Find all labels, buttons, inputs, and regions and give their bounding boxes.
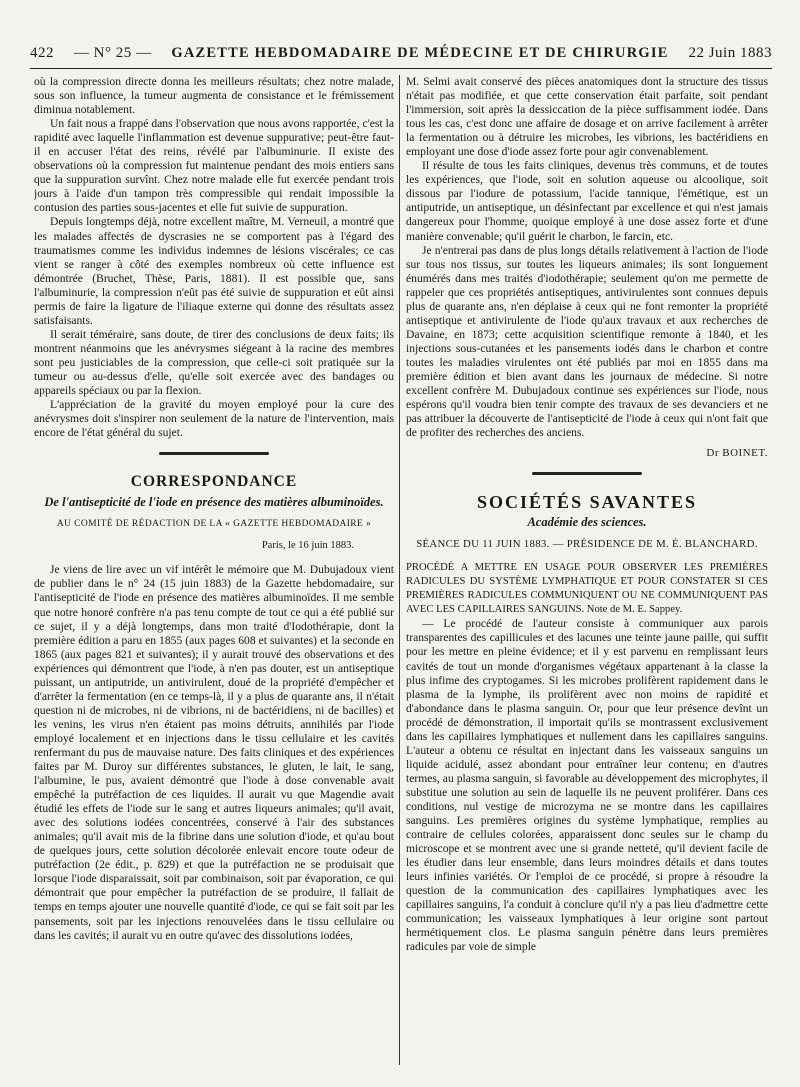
paragraph: M. Selmi avait conservé des pièces anatomiques dont la structure des tissus n'était pas modifiée, et que cette conservation était parfaite, soit pendant l'immersion, soit après la dessiccation de la pièce suffisamment iodée. Dans tous les cas, c'est donc une affaire de dosage et on arrive facilement à arrêter la fermentation ou à détruire les microbes, les vibrions, les bactéridiens en employant une dose d'iode assez forte pour agir convenablement. [406, 75, 768, 159]
issue-date: 22 Juin 1883 [688, 44, 772, 61]
paragraph: où la compression directe donna les meilleurs résultats; chez notre malade, sous son influence, la tumeur augmenta de consistance et le frémissement diminua notablement. [34, 75, 394, 117]
section-title: SOCIÉTÉS SAVANTES [477, 492, 697, 513]
letter-address: AU COMITÉ DE RÉDACTION DE LA « GAZETTE HEBDOMADAIRE » [56, 519, 372, 530]
paragraph: Il résulte de tous les faits cliniques, devenus très communs, et de toutes les expériences, que l'iode, soit en solution aqueuse ou alcoolique, soit dissous par l'iodure de potassium, l'acide tannique, l'émétique, est un antiputride, un antiseptique, un désinfectant par excellence et qui n'est jamais dangereux pour l'homme, quoique employé à une dose assez forte et d'une manière convenable; qu'il guérit le charbon, le farcin, etc. [406, 159, 768, 243]
signature: Dr BOINET. [706, 447, 768, 460]
paragraph: Depuis longtemps déjà, notre excellent maître, M. Verneuil, a montré que les malades affectés de dyscrasies ne se comportent pas à l'égard des traumatismes comme les individus indemnes de lésions viscérales; ce cas vient se ranger à côté des exemples nombreux où cette influence est démontrée (Bruchet, Thèse, Paris, 1881). Il est possible que, sans l'albuminurie, la compression n'eût pas été suivie de suppuration et eût ainsi permis de faire la ligature de l'iliaque externe qui donne des résultats assez satisfaisants. [34, 215, 394, 327]
article-title: De l'antisepticité de l'iode en présence des matières albuminoïdes. [44, 495, 384, 510]
page-header [30, 38, 772, 69]
section-divider [532, 472, 642, 475]
section-title: CORRESPONDANCE [130, 473, 298, 491]
note-body: — Le procédé de l'auteur consiste à communiquer aux parois transparentes des capillicules et des lacunes une teinte jaune paille, qui suffit pour les mettre en pleine évidence; et il y est parvenu en remplissant leurs cavités de tout un monde d'organismes végétaux appartenant à la classe la plus infime des cryptogames. Si les microbes prolifèrent rapidement dans le plasma de la lymphe, ils prolifèrent avec non moins de rapidité et d'abondance dans le plasma sanguin. Or, pour que leur présence devînt un procédé de démonstration, il importait qu'ils se montrassent exclusivement dans les capillaires lymphatiques et nullement dans les capillaires sanguins. L'auteur a obtenu ce résultat en injectant dans les vaisseaux sanguins un liquide acidulé, assez abondant pour entraîner leur contenu; en d'autres termes, au plasma sanguin, si favorable au développement des microphytes, il substitue une solution au sein de laquelle ils ne peuvent proliférer. Dans ces conditions, nul vestige de microzyma ne se montre dans les capillaires sanguins. Les premières origines du système lymphatique, remplies au contraire de cellules colorées, apparaissent donc seules sur le champ du microscope et se montrent avec une si grande netteté, qu'il devient facile de les étudier dans leur ensemble, dans leurs moindres détails et dans toutes leurs infinies variétés. Or l'emploi de ce procédé, si propre à résoudre la question de la communication des capillaires lymphatiques avec les capillaires sanguins, l'a conduit à conclure qu'il n'y a pas lieu d'admettre cette communication; les vaisseaux lymphatiques à leur origine sont partout hermétiquement clos. Le plasma sanguin pénètre dans leurs premières radicules par voie de simple [406, 617, 768, 954]
section-divider [159, 452, 269, 455]
note-heading: PROCÉDÉ A METTRE EN USAGE POUR OBSERVER LES PREMIÈRES RADICULES DU SYSTÈME LYMPHATIQUE ET POUR CONSTATER SI CES PREMIÈRES RADICULES COMMUNIQUENT OU NE COMMUNIQUENT PAS AVEC LES CAPILLAIRES SANGUINS. Note de M. E. Sappey. [406, 562, 768, 616]
session-line: SÉANCE DU 11 JUIN 1883. — PRÉSIDENCE DE M. É. BLANCHARD. [416, 538, 758, 551]
page-number: 422 [30, 44, 54, 61]
letter-date: Paris, le 16 juin 1883. [261, 540, 354, 552]
right-column [406, 75, 768, 1075]
paragraph: Un fait nous a frappé dans l'observation que nous avons rapportée, c'est la rapidité avec laquelle l'inflammation est devenue suppurative; peut-être faut-il en accuser l'état des reins, révélé par l'albuminurie. Il existe des observations où la compression fut maintenue pendant des mois entiers sans que la suppuration survînt. Chez notre malade elle fut exercée pendant trois jours à l'aide d'un tampon très compressible qui rendait impossible la contusion des parties sous-jacentes et elle fut suivie de suppuration. [34, 117, 394, 215]
issue-number: — N° 25 — [73, 44, 152, 61]
letter-body: Je viens de lire avec un vif intérêt le mémoire que M. Dubujadoux vient de publier dans le n° 24 (15 juin 1883) de la Gazette hebdomadaire, sur l'antisepticité de l'iode en présence des matières albuminoïdes. Il me semble que notre honoré confrère n'a pas tenu compte de tout ce qui a été publié sur ce sujet, il y a déjà longtemps, dans mon traité d'Iodothérapie, dont la première édition a paru en 1855 (aux pages 608 et suivantes) et la seconde en 1865 (aux pages 821 et suivantes); il y aurait trouvé des observations et des expériences qui démontrent que l'iode, à n'en pas douter, est un antiseptique puissant, un antiputride, un antivirulent, doué de la propriété d'empêcher et d'arrêter la fermentation (en ce temps-là, il y a plus de quarante ans, il n'était question ni de microbes, ni de vibrions, ni de bactéridiens, ni de bacilles) et les venins, les virus n'en étaient pas moins détruits, annihilés par l'iode employé localement et en injections dans le tissu cellulaire et les cavités renfermant du pus de mauvaise nature. Des faits cliniques et des expériences faites par M. Duroy sur différentes substances, le gluten, le lait, le sang, l'albumine, le pus, avaient démontré que l'iode à dose convenable avait empêché la putréfaction de ces liquides. Il aurait vu que Magendie avait étudié les effets de l'iode sur le sang et autres liqueurs animales; qu'il avait, avec des solutions iodées concentrées, conservé à l'air des substances animales; qu'il avait mis de la fibrine dans une solution d'iode, et qu'au bout de quelques jours, cette solution décolorée enlevait encore toute odeur de putréfaction (2e édit., p. 829) et que la putréfaction ne se produisait que lorsque l'iode disparaissait, soit par combinaison, soit par évaporation, ce qui démontrait que pour empêcher la putréfaction de se produire, il fallait de temps en temps ajouter une nouvelle quantité d'iode, ce qui se fait soit par les pansements, soit par les injections renouvelées dans le tissu cellulaire ou dans les cavités; il aurait vu en outre qu'avec des dissolutions iodées, [34, 563, 394, 942]
paragraph: L'appréciation de la gravité du moyen employé pour la cure des anévrysmes doit s'inspirer non seulement de la nature de l'intervention, mais encore de l'état général du sujet. [34, 398, 394, 440]
left-column [34, 75, 394, 1075]
paragraph: Je n'entrerai pas dans de plus longs détails relativement à l'action de l'iode sur tous nos tissus, sur toutes les liqueurs animales; ils sont longuement énumérés dans mes traités d'iodothérapie; seulement qu'on me permette de rappeler que ces propriétés antiseptiques, antivirulentes sont connues depuis plus de quarante ans, n'en déplaise à ceux qui ne font remonter la propriété antiseptique et antivirulente de l'iode qu'aux travaux et aux recherches de Davaine, en 1873; cette acquisition scientifique remonte à 1840, et les injections sous-cutanées et les pansements iodés dans le charbon et contre toutes les maladies virulentes ont été publiés par moi en 1855 dans ma première édition et bien avant dans les journaux de médecine. Si notre excellent confrère M. Dubujadoux continue ses expériences sur l'iode, nous espérons qu'il voudra bien tenir compte des travaux de ses devanciers et ne pas attribuer la découverte de l'antisepticité de l'iode à ceux qui n'ont fait que de profiter des recherches des anciens. [406, 243, 768, 440]
journal-title: GAZETTE HEBDOMADAIRE DE MÉDECINE ET DE CHIRURGIE [171, 44, 669, 61]
paragraph: Il serait téméraire, sans doute, de tirer des conclusions de deux faits; ils montrent néanmoins que les anévrysmes siégeant à la racine des membres sont peu justiciables de la compression, que celle-ci soit pratiquée sur la tumeur ou au-dessus d'elle, qu'elle soit exercée avec des bandages ou appareils spéciaux ou par la flexion. [34, 327, 394, 398]
academy-name: Académie des sciences. [527, 515, 647, 530]
column-divider [399, 75, 400, 1065]
